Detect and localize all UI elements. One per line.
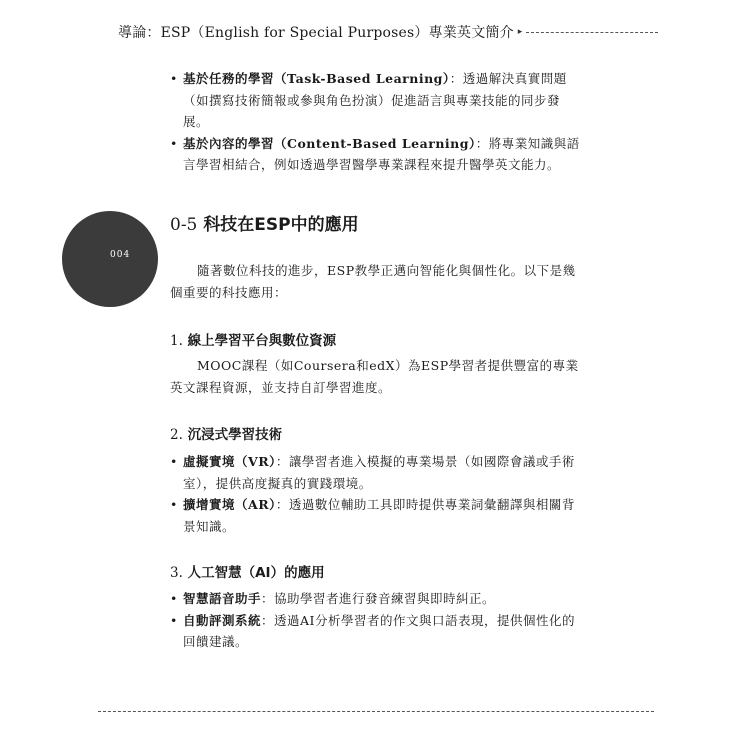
list-item — [170, 610, 585, 653]
section-heading — [170, 210, 585, 235]
subsection-title: 線上學習平台與數位資源 — [187, 333, 337, 349]
footer-dashed-rule — [98, 711, 654, 712]
subsection-number: 3. — [170, 565, 183, 581]
list-item — [170, 588, 585, 610]
bullet-icon: • — [170, 454, 178, 469]
bullet-text: ：讓學習者進入模擬的專業場景（如國際會議或手術室），提供高度擬真的實踐環境。 — [183, 454, 575, 491]
bullet-icon: • — [170, 71, 178, 86]
subsection-number: 1. — [170, 333, 183, 349]
list-item — [170, 494, 585, 537]
bullet-icon: • — [170, 135, 178, 151]
bullet-text: ：透過AI分析學習者的作文與口語表現，提供個性化的回饋建議。 — [183, 612, 575, 649]
subsection-heading — [170, 423, 585, 443]
subsection-title: 人工智慧（AI）的應用 — [187, 565, 325, 581]
subsection-title: 沉浸式學習技術 — [187, 427, 283, 443]
bullet-text: ：透過解決真實問題（如撰寫技術簡報或參與角色扮演）促進語言與專業技能的同步發展。 — [183, 71, 567, 129]
subsection-number: 2. — [170, 427, 183, 443]
page-number: 004 — [110, 250, 131, 260]
subsection-heading — [170, 561, 585, 581]
bullet-icon: • — [170, 591, 178, 606]
bullet-term: 虛擬實境（VR） — [183, 454, 276, 469]
section-intro: 隨著數位科技的進步，ESP教學正邁向智能化與個性化。以下是幾個重要的科技應用： — [170, 263, 576, 300]
subsection-paragraph: MOOC課程（如Coursera和edX）為ESP學習者提供豐富的專業英文課程資源，並支持自訂學習進度。 — [170, 358, 579, 395]
header-dashed-rule — [526, 32, 658, 33]
subsection-heading — [170, 329, 585, 349]
bullet-term: 基於內容的學習（Content-Based Learning） — [183, 135, 476, 151]
bullet-term: 自動評測系統 — [183, 612, 262, 628]
bullet-text: ：透過數位輔助工具即時提供專業詞彙翻譯與相關背景知識。 — [183, 497, 575, 534]
bullet-text: ：協助學習者進行發音練習與即時糾正。 — [261, 591, 496, 606]
bullet-icon: • — [170, 497, 178, 512]
list-item — [170, 68, 585, 133]
running-header — [118, 22, 658, 42]
list-item — [170, 451, 585, 494]
bullet-icon: • — [170, 612, 178, 628]
list-item — [170, 133, 585, 176]
bullet-text: ：將專業知識與語言學習相結合，例如透過學習醫學專業課程來提升醫學英文能力。 — [183, 135, 580, 172]
subsection-bullet-list — [170, 588, 585, 653]
header-arrow-icon: ▸ — [517, 27, 523, 37]
subsection-bullet-list — [170, 451, 585, 537]
bullet-term: 擴增實境（AR） — [183, 497, 276, 512]
header-title: 導論：ESP（English for Special Purposes）專業英文簡介 — [118, 25, 514, 41]
bullet-term: 基於任務的學習（Task-Based Learning） — [183, 71, 450, 86]
bullet-term: 智慧語音助手 — [183, 591, 262, 606]
top-bullet-list — [170, 68, 585, 176]
section-number: 0-5 — [170, 215, 198, 235]
section-title: 科技在ESP中的應用 — [203, 215, 359, 235]
